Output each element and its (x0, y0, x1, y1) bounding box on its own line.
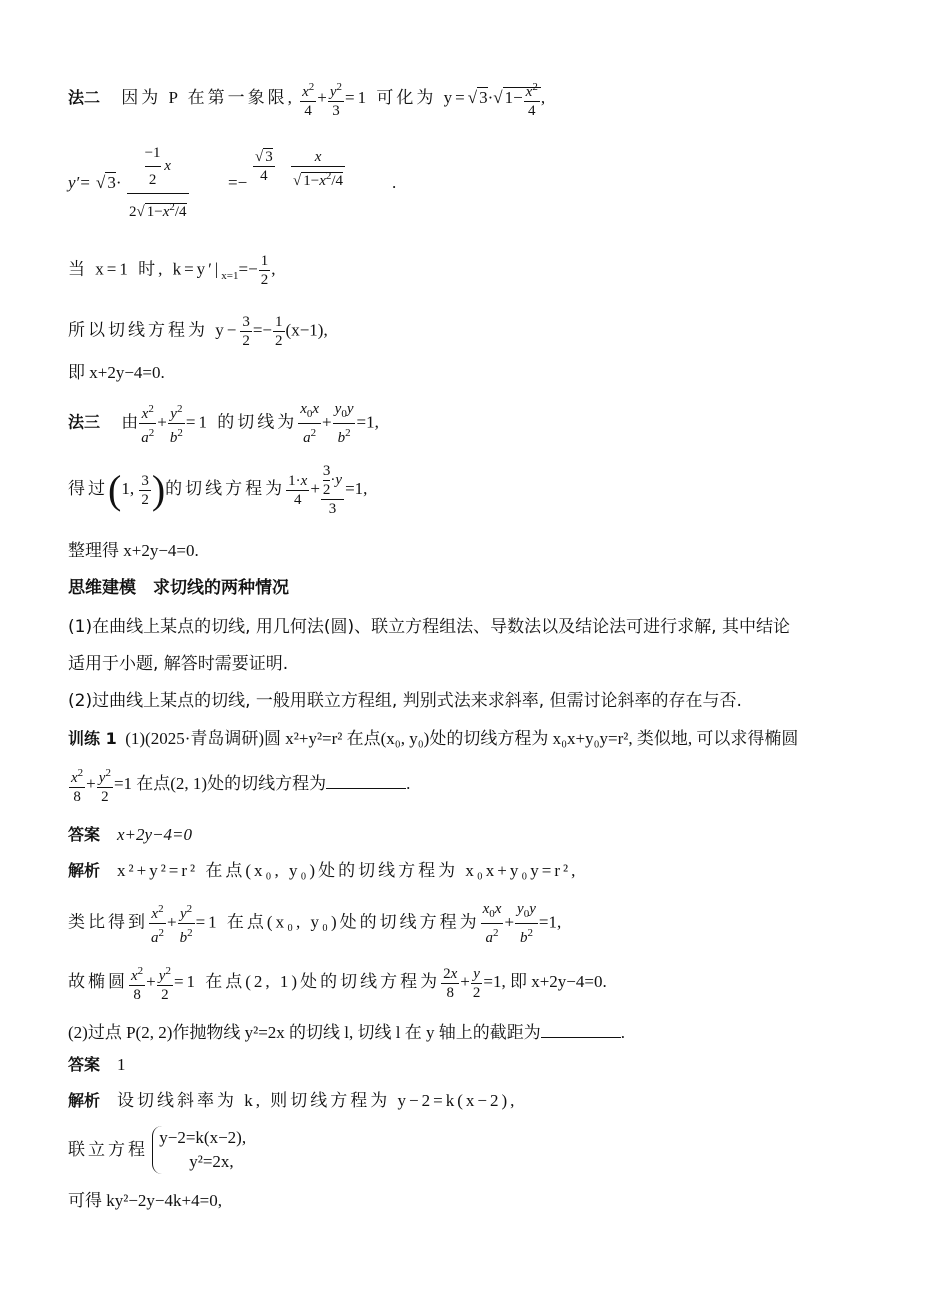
answer-value: x+2y−4=0 (117, 825, 193, 844)
model-item-1b: 适用于小题, 解答时需要证明. (68, 654, 289, 674)
system-eq-2: y²=2x, (189, 1152, 234, 1171)
fraction: $\frac{y_0y}{b^2}$ (334, 401, 354, 446)
slope-text: 当 x=1 时, k=y′| (68, 259, 222, 279)
equation-system (152, 1126, 246, 1174)
fraction: $\frac{y^2}{b^2}$ (168, 400, 185, 447)
analogy-line: 类比得到 $\frac{x^2}{a^2}$ + $\frac{y^2}{b^2}$ =1 在点(x₀, y₀)处的切线方程为 $\frac{x_0x}{a^2}$ + $\frac{y_0y}{b^2}$ =1, (68, 901, 562, 946)
training-text-2: =1 在点(2, 1)处的切线方程为 (113, 773, 327, 793)
analysis-label: 解析 (68, 861, 101, 880)
method-three-a: 由 (121, 412, 139, 432)
training-line-2: $\frac{x^2}{8}$ + $\frac{y^2}{2}$ =1 在点(2, 1)处的切线方程为 . (68, 764, 890, 806)
model-item-2: (2)过曲线上某点的切线, 一般用联立方程组, 判别式法来求斜率, 但需讨论斜率的存在与否. (68, 691, 742, 711)
answer-blank-2 (541, 1021, 621, 1038)
fraction: $\frac{1}{2}$ (260, 253, 269, 288)
fraction: $\frac{x_0x}{a^2}$ (300, 401, 320, 446)
fraction: $\frac{y^2}{b^2}$ (178, 900, 195, 947)
ellipse-c: =1, 即 x+2y−4=0. (483, 971, 607, 991)
result-line: 即 x+2y−4=0. (68, 363, 165, 382)
tangent-eq: =− (252, 320, 273, 340)
analogy-c: =1, (538, 912, 562, 932)
slope-eq: =− (238, 259, 258, 279)
analysis-text: x²+y²=r² 在点(x₀, y₀)处的切线方程为 x₀x+y₀y=r², (117, 861, 579, 880)
method-three-label: 法三 (68, 412, 101, 432)
derivative-line: y′= √ 3· $\frac{-1}{2}$ x 2√ $1-x^2/4$ =− $\frac{√ 3}{4}$ $\frac{x}{√ 1-x^2/4}$ . (68, 140, 890, 220)
question-2-text: (2)过点 P(2, 2)作抛物线 y²=2x 的切线 l, 切线 l 在 y 轴上的截距为 (68, 1023, 541, 1042)
analysis-line-1 (68, 860, 890, 882)
fraction: $\frac{y_0y}{b^2}$ (517, 901, 536, 946)
analogy-a: 类比得到 (68, 912, 148, 932)
fraction: $\frac{√ 3}{4}$ (255, 149, 273, 184)
derivative-label: y′= (68, 173, 91, 192)
answer-line-2 (68, 1054, 890, 1076)
model-item-1a: (1)在曲线上某点的切线, 用几何法(圆)、联立方程组法、导数法以及结论法可进行求解, 其中结论 (68, 617, 790, 637)
method-three-c: =1, (356, 412, 379, 432)
point-tangent-line: 得过(1, $\frac{3}{2}$ )的切线方程为 $\frac{1\cdot x}{4}$ + $\frac{3}{2}$ ·y 3 =1, (68, 463, 368, 517)
training-line (68, 728, 890, 750)
fraction: $\frac{x^2}{a^2}$ (139, 400, 156, 447)
fraction: $\frac{y^2}{2}$ (97, 764, 113, 806)
analysis-line-2 (68, 1090, 890, 1112)
system-line (68, 1126, 890, 1180)
method-two-eq: =1 可化为 y= (345, 87, 468, 107)
fraction: $\frac{y^2}{2}$ (157, 962, 173, 1004)
point-tangent-b: 的切线方程为 (165, 478, 286, 498)
answer-line-1 (68, 824, 890, 846)
fraction: $\frac{3}{2}$ ·y 3 (322, 463, 343, 517)
fraction: $\frac{y}{2}$ (472, 965, 481, 1001)
ellipse-a: 故椭圆 (68, 971, 128, 991)
model-title: 思维建模 求切线的两种情况 (68, 578, 289, 598)
fraction: $\frac{1\cdot x}{4}$ (288, 472, 308, 508)
answer-value-2: 1 (117, 1055, 126, 1074)
method-three-b: =1 的切线为 (185, 412, 298, 432)
fraction: $\frac{3}{2}$ (242, 314, 250, 349)
fraction: $\frac{x}{√ 1-x^2/4}$ (293, 149, 344, 189)
point-tangent-c: =1, (345, 478, 368, 498)
fraction: $\frac{x^2}{8}$ (69, 764, 85, 806)
fraction: $\frac{x^2}{a^2}$ (149, 900, 166, 947)
fraction: $\frac{x^2}{8}$ (129, 962, 145, 1004)
tangent-text: 所以切线方程为 y− (68, 320, 240, 340)
system-eq-1: y−2=k(x−2), (159, 1128, 247, 1147)
fraction: $\frac{x_0x}{a^2}$ (482, 901, 502, 946)
tangent-eq-tail: (x−1), (285, 320, 328, 340)
training-text: (1)(2025·青岛调研)圆 x²+y²=r² 在点(x₀, y₀)处的切线方程为 x₀x+y₀y=r², 类似地, 可以求得椭圆 (125, 729, 799, 748)
method-two-text: 因为 P 在第一象限, (121, 87, 295, 107)
analysis-label-2: 解析 (68, 1091, 101, 1110)
answer-label: 答案 (68, 825, 101, 844)
ellipse-line: 故椭圆 $\frac{x^2}{8}$ + $\frac{y^2}{2}$ =1 在点(2, 1)处的切线方程为 $\frac{2x}{8}$ + $\frac{y}{2}$ =1, 即 x+2y−4=0. (68, 962, 890, 1004)
final-line: 可得 ky²−2y−4k+4=0, (68, 1191, 222, 1210)
point-tangent-a: 得过 (68, 478, 108, 498)
ellipse-b: =1 在点(2, 1)处的切线方程为 (173, 971, 441, 991)
method-two-line: 法二 因为 P 在第一象限, $\frac{x^2}{4}$ + $\frac{y^2}{3}$ =1 可化为 y=√ 3·√ 1− $\frac{x^2}{4}$ , (68, 78, 890, 120)
tangent-line-eq (68, 313, 890, 350)
system-label: 联立方程 (68, 1140, 148, 1159)
fraction: $\frac{-1}{2}$ x 2√ $1-x^2/4$ (127, 140, 189, 225)
slope-line: 当 x=1 时, $k=y'|_{x=1}=-$ $\frac{1}{2}$ , (68, 253, 276, 288)
analogy-b: =1 在点(x₀, y₀)处的切线方程为 (195, 912, 480, 932)
method-three-line: 法三 由 $\frac{x^2}{a^2}$ + $\frac{y^2}{b^2}$ =1 的切线为 $\frac{x_0x}{a^2}$ + $\frac{y_0y}{b^2}$ =1, (68, 401, 379, 446)
slope-sub: x=1 (221, 269, 239, 282)
training-label: 训练 1 (68, 729, 117, 748)
method-two-label: 法二 (68, 87, 101, 107)
fraction: $\frac{2x}{8}$ (443, 965, 458, 1001)
question-2: (2)过点 P(2, 2)作抛物线 y²=2x 的切线 l, 切线 l 在 y 轴上的截距为 . (68, 1023, 625, 1042)
fraction: $\frac{3}{2}$ (141, 472, 149, 508)
analysis-text-2: 设切线斜率为 k, 则切线方程为 y−2=k(x−2), (117, 1091, 518, 1110)
answer-label-2: 答案 (68, 1055, 101, 1074)
fraction: $\frac{x^2}{4}$ (300, 78, 316, 120)
fraction: $\frac{y^2}{3}$ (328, 78, 344, 120)
simplify-line: 整理得 x+2y−4=0. (68, 541, 199, 560)
fraction: $\frac{1}{2}$ (275, 314, 283, 349)
answer-blank (326, 772, 406, 789)
